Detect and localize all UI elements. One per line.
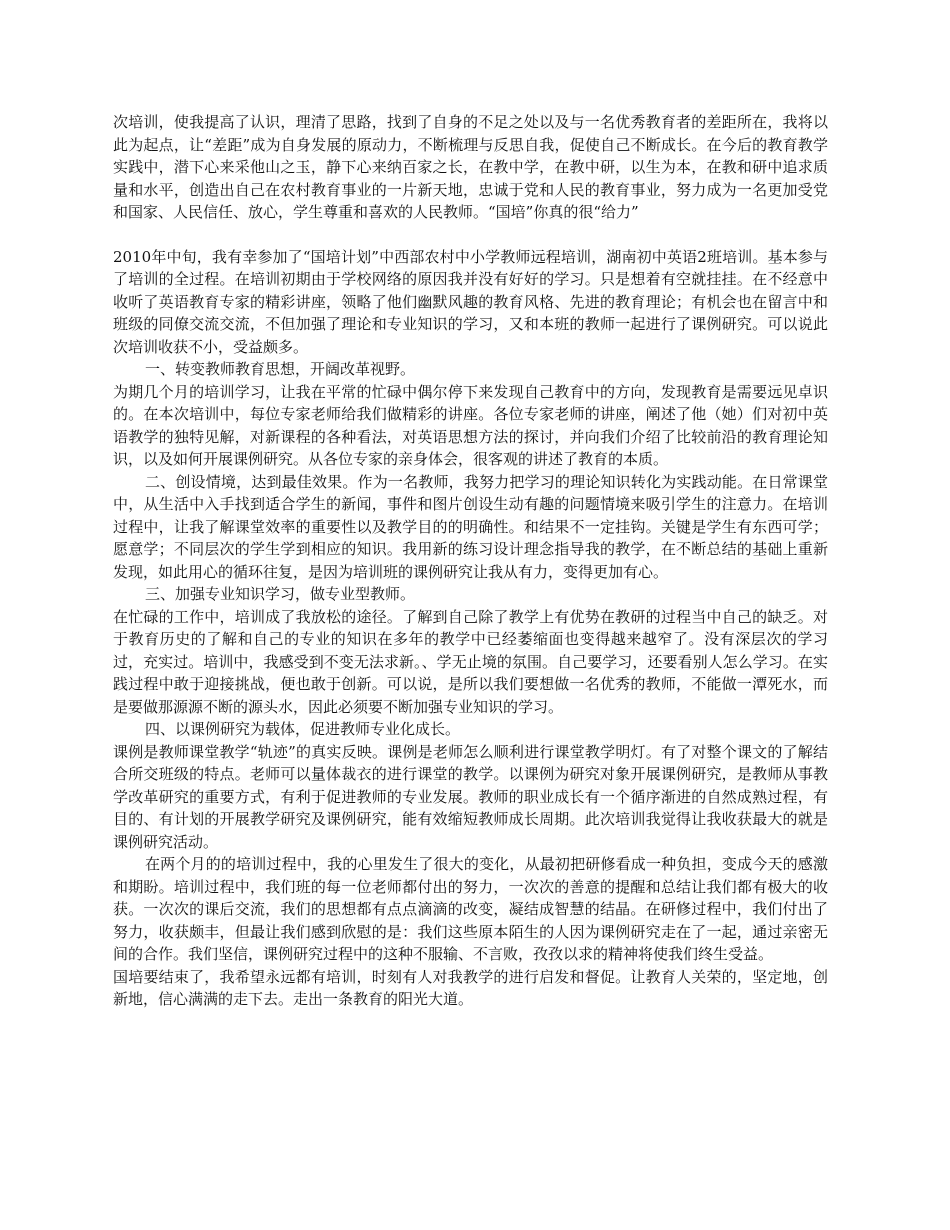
section-heading-4: 四、以课例研究为载体，促进教师专业化成长。	[145, 720, 461, 738]
paragraph-intro-continuation: 次培训，使我提高了认识，理清了思路，找到了自身的不足之处以及与一名优秀教育者的差距所在，我将以此为起点，让“差距”成为自身发展的原动力，不断梳理与反思自我，促使自己不断成长。在今后的教育教学实践中，潜下心来采他山之玉，静下心来纳百家之长，在教中学，在教中研，以生为本，在教和研中追求质量和水平，创造出自己在农村教育事业的一片新天地，忠诚于党和人民的教育事业，努力成为一名更加受党和国家、人民信任、放心，学生尊重和喜欢的人民教师。“国培”你真的很“给力”	[113, 113, 828, 221]
paragraph-closing: 国培要结束了，我希望永远都有培训，时刻有人对我教学的进行启发和督促。让教育人关荣的，坚定地，创新地，信心满满的走下去。走出一条教育的阳光大道。	[113, 967, 828, 1008]
paragraph-section-2: 二、创设情境，达到最佳效果。作为一名教师，我努力把学习的理论知识转化为实践动能。在日常课堂中，从生活中入手找到适合学生的新闻，事件和图片创设生动有趣的问题情境来吸引学生的注意力。在培训过程中，让我了解课堂效率的重要性以及教学目的的明确性。和结果不一定挂钩。关键是学生有东西可学；愿意学；不同层次的学生学到相应的知识。我用新的练习设计理念指导我的教学，在不断总结的基础上重新发现，如此用心的循环往复，是因为培训班的课例研究让我从有力，变得更加有心。	[113, 472, 828, 581]
section-heading-3: 三、加强专业知识学习，做专业型教师。	[145, 585, 416, 603]
paragraph-spacer	[113, 224, 828, 246]
section-heading-1: 一、转变教师教育思想，开阔改革视野。	[145, 360, 416, 378]
paragraph-reflection: 在两个月的的培训过程中，我的心里发生了很大的变化，从最初把研修看成一种负担，变成今天的感激和期盼。培训过程中，我们班的每一位老师都付出的努力，一次次的善意的提醒和总结让我们都有极大的收获。一次次的课后交流，我们的思想都有点点滴滴的改变，凝结成智慧的结晶。在研修过程中，我们付出了努力，收获颇丰，但最让我们感到欣慰的是：我们这些原本陌生的人因为课例研究走在了一起，通过亲密无间的合作。我们坚信，课例研究过程中的这种不服输、不言败，孜孜以求的精神将使我们终生受益。	[113, 855, 828, 963]
paragraph-opening: 2010年中旬，我有幸参加了“国培计划”中西部农村中小学教师远程培训，湖南初中英语2班培训。基本参与了培训的全过程。在培训初期由于学校网络的原因我并没有好好的学习。只是想着有空就挂挂。在不经意中收听了英语教育专家的精彩讲座，领略了他们幽默风趣的教育风格、先进的教育理论；有机会也在留言中和班级的同僚交流交流，不但加强了理论和专业知识的学习，又和本班的教师一起进行了课例研究。可以说此次培训收获不小，受益颇多。	[113, 247, 828, 356]
document-body	[113, 111, 828, 1011]
paragraph-section-1: 为期几个月的培训学习，让我在平常的忙碌中偶尔停下来发现自己教育中的方向，发现教育是需要远见卓识的。在本次培训中，每位专家老师给我们做精彩的讲座。各位专家老师的讲座，阐述了他（她）们对初中英语教学的独特见解，对新课程的各种看法，对英语思想方法的探讨，并向我们介绍了比较前沿的教育理论知识，以及如何开展课例研究。从各位专家的亲身体会，很客观的讲述了教育的本质。	[113, 382, 828, 468]
paragraph-section-4: 课例是教师课堂教学“轨迹”的真实反映。课例是老师怎么顺利进行课堂教学明灯。有了对整个课文的了解结合所交班级的特点。老师可以量体裁衣的进行课堂的教学。以课例为研究对象开展课例研究，是教师从事教学改革研究的重要方式，有利于促进教师的专业发展。教师的职业成长有一个循序渐进的自然成熟过程，有目的、有计划的开展教学研究及课例研究，能有效缩短教师成长周期。此次培训我觉得让我收获最大的就是课例研究活动。	[113, 742, 828, 851]
paragraph-section-3: 在忙碌的工作中，培训成了我放松的途径。了解到自己除了教学上有优势在教研的过程当中自己的缺乏。对于教育历史的了解和自己的专业的知识在多年的教学中已经萎缩面也变得越来越窄了。没有深层次的学习过，充实过。培训中，我感受到不变无法求新。、学无止境的氛围。自己要学习，还要看别人怎么学习。在实践过程中敢于迎接挑战，便也敢于创新。可以说，是所以我们要想做一名优秀的教师，不能做一潭死水，而是要做那源源不断的源头水，因此必须要不断加强专业知识的学习。	[113, 607, 828, 716]
